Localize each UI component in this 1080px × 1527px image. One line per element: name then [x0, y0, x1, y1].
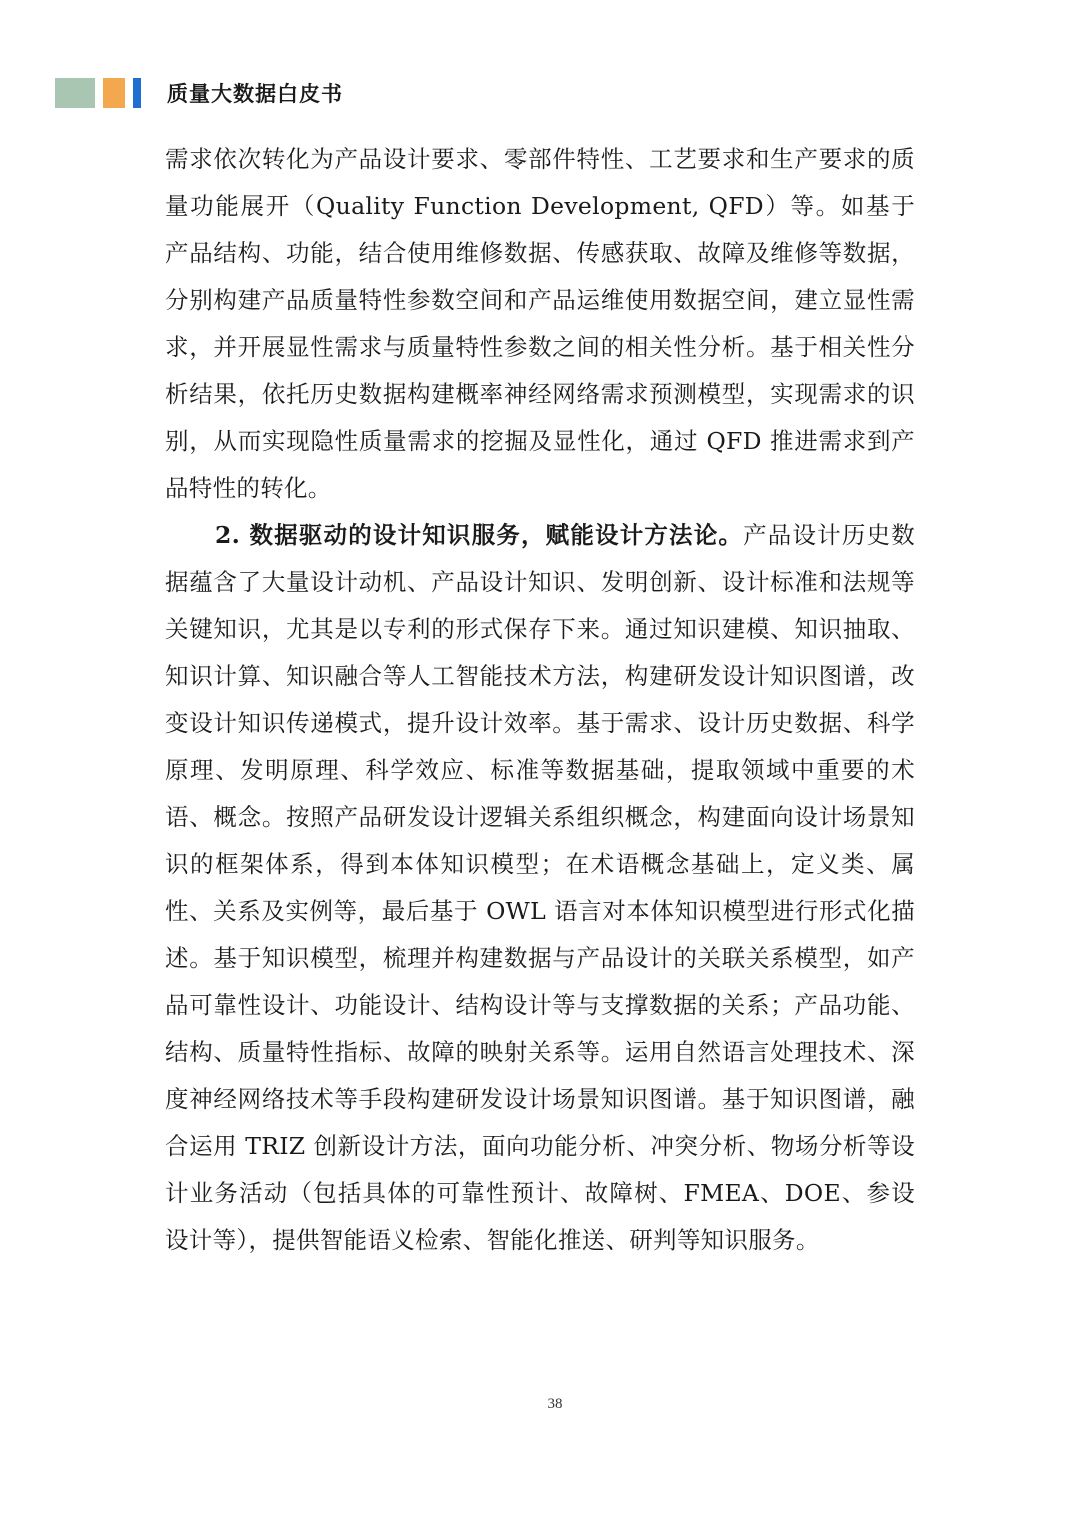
paragraph-qfd	[165, 136, 915, 512]
page-header	[55, 78, 343, 108]
paragraph-heading: 2. 数据驱动的设计知识服务，赋能设计方法论。	[215, 521, 744, 549]
header-orange-block	[103, 78, 125, 108]
body-content	[165, 136, 915, 1264]
header-blue-bar	[133, 78, 141, 108]
paragraph-knowledge-service	[165, 512, 915, 1264]
page-number: 38	[547, 1396, 563, 1412]
paragraph-qfd-text: 需求依次转化为产品设计要求、零部件特性、工艺要求和生产要求的质量功能展开（Quality Function Development, QFD）等。如基于产品结构、功能，结合使用维修数据、传感获取、故障及维修等数据，分别构建产品质量特性参数空间和产品运维使用数据空间，建立显性需求，并开展显性需求与质量特性参数之间的相关性分析。基于相关性分析结果，依托历史数据构建概率神经网络需求预测模型，实现需求的识别，从而实现隐性质量需求的挖掘及显性化，通过 QFD 推进需求到产品特性的转化。	[165, 145, 915, 502]
header-green-block	[55, 78, 95, 108]
header-title: 质量大数据白皮书	[167, 82, 343, 106]
paragraph-knowledge-service-text: 产品设计历史数据蕴含了大量设计动机、产品设计知识、发明创新、设计标准和法规等关键知识，尤其是以专利的形式保存下来。通过知识建模、知识抽取、知识计算、知识融合等人工智能技术方法，构建研发设计知识图谱，改变设计知识传递模式，提升设计效率。基于需求、设计历史数据、科学原理、发明原理、科学效应、标准等数据基础，提取领域中重要的术语、概念。按照产品研发设计逻辑关系组织概念，构建面向设计场景知识的框架体系，得到本体知识模型；在术语概念基础上，定义类、属性、关系及实例等，最后基于 OWL 语言对本体知识模型进行形式化描述。基于知识模型，梳理并构建数据与产品设计的关联关系模型，如产品可靠性设计、功能设计、结构设计等与支撑数据的关系；产品功能、结构、质量特性指标、故障的映射关系等。运用自然语言处理技术、深度神经网络技术等手段构建研发设计场景知识图谱。基于知识图谱，融合运用 TRIZ 创新设计方法，面向功能分析、冲突分析、物场分析等设计业务活动（包括具体的可靠性预计、故障树、FMEA、DOE、参设设计等），提供智能语义检索、智能化推送、研判等知识服务。	[165, 521, 915, 1254]
